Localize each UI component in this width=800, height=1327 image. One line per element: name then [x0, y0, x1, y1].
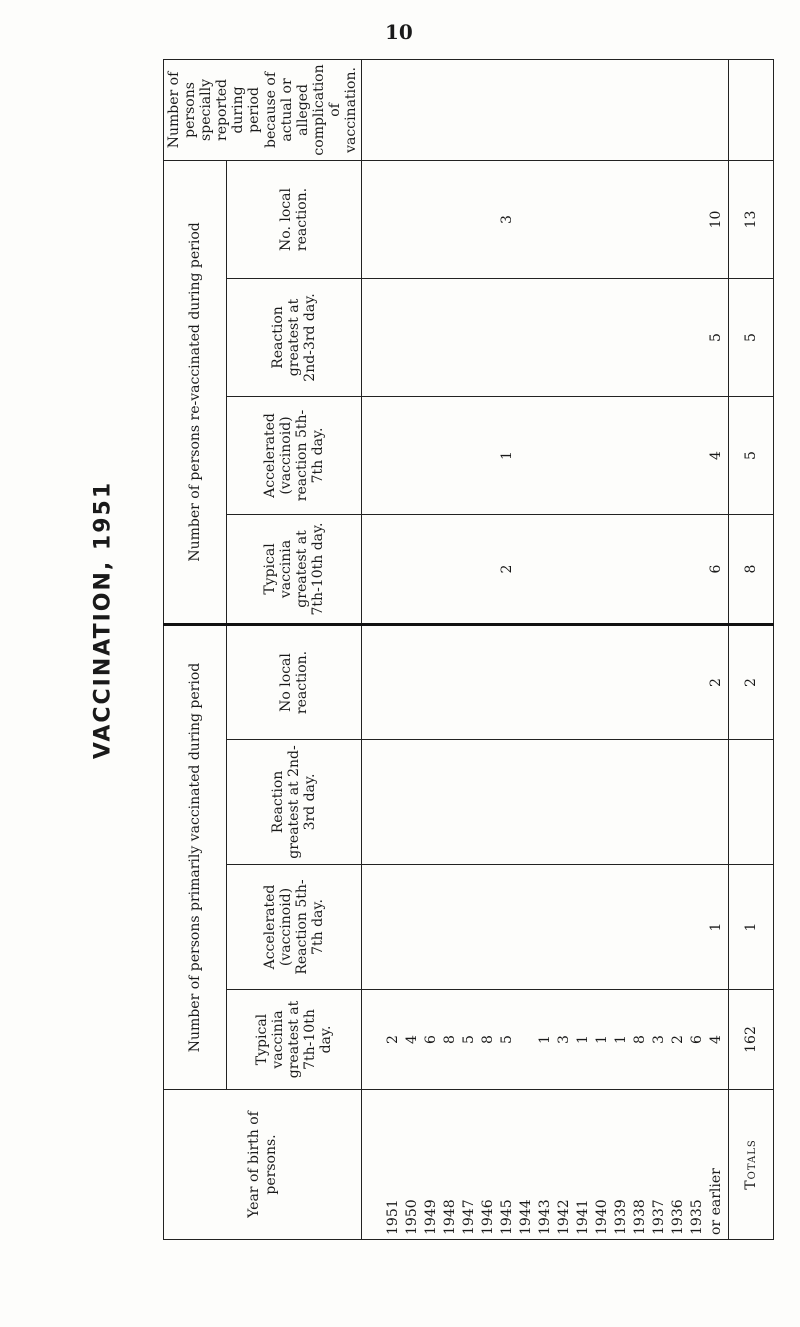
year-list-cell — [362, 1090, 729, 1240]
primary-accelerated-value: 1 — [708, 922, 725, 932]
year-column-header: Year of birth of persons. — [164, 1090, 362, 1240]
total-revacc-typical: 8 — [729, 514, 774, 624]
primary-typical-value: 1 — [537, 1035, 554, 1044]
year-label: 1946 — [480, 1199, 497, 1235]
revacc-typical-value: 6 — [708, 564, 725, 574]
year-label: 1950 — [404, 1199, 421, 1235]
primary-no-local-values — [364, 630, 726, 735]
special-column-header: Number of persons specially reported during period because of actual or alleged complication of vaccination. — [164, 59, 362, 160]
year-label: 1947 — [461, 1199, 478, 1235]
primary-typical-value: 1 — [575, 1035, 592, 1044]
revacc-no-local-header: No. local reaction. — [227, 160, 362, 278]
year-label: 1948 — [442, 1199, 459, 1235]
year-label: 1940 — [594, 1199, 611, 1235]
year-label: 1945 — [499, 1199, 516, 1235]
year-label: 1944 — [518, 1199, 535, 1235]
total-primary-reaction — [729, 740, 774, 865]
primary-group-header: Number of persons primarily vaccinated during period — [164, 624, 227, 1089]
total-primary-typical: 162 — [729, 990, 774, 1090]
primary-typical-values — [364, 994, 726, 1085]
revacc-reaction-cell — [362, 278, 729, 396]
primary-typical-value: 6 — [423, 1035, 440, 1044]
total-primary-no-local: 2 — [729, 624, 774, 739]
primary-typical-value: 2 — [670, 1035, 687, 1044]
primary-accelerated-header: Accelerated (vaccinoid) Reaction 5th-7th day. — [227, 865, 362, 990]
revacc-accelerated-value: 4 — [708, 451, 725, 460]
total-revacc-no-local: 13 — [729, 160, 774, 278]
year-label: 1936 — [670, 1199, 687, 1235]
year-list — [364, 1094, 726, 1235]
total-special — [729, 59, 774, 160]
revacc-accelerated-value: 1 — [499, 451, 516, 460]
year-label: 1949 — [423, 1199, 440, 1235]
primary-typical-value: 5 — [499, 1035, 516, 1044]
primary-no-local-value: 2 — [708, 678, 725, 687]
revacc-typical-header: Typical vaccinia greatest at 7th-10th day. — [227, 514, 362, 624]
revacc-no-local-value: 3 — [499, 215, 516, 224]
year-label: 1937 — [651, 1199, 668, 1235]
year-label: 1951 — [385, 1199, 402, 1235]
primary-no-local-cell — [362, 624, 729, 739]
primary-typical-value: 1 — [613, 1035, 630, 1044]
primary-typical-value: 8 — [632, 1035, 649, 1044]
total-revacc-reaction: 5 — [729, 278, 774, 396]
revacc-typical-value: 2 — [499, 564, 516, 574]
year-label: 1939 — [613, 1199, 630, 1235]
primary-reaction-header: Reaction greatest at 2nd-3rd day. — [227, 740, 362, 865]
vaccination-table-rotated — [163, 60, 760, 1240]
year-label-earlier: or earlier — [708, 1168, 725, 1235]
primary-typical-value: 1 — [594, 1035, 611, 1044]
primary-typical-value: 5 — [461, 1035, 478, 1044]
revacc-accelerated-header: Accelerated (vaccinoid) reaction 5th-7th day. — [227, 396, 362, 514]
revacc-accelerated-values — [364, 401, 726, 510]
revacc-no-local-value: 10 — [708, 210, 725, 229]
revacc-no-local-values — [364, 165, 726, 274]
revacc-accelerated-cell — [362, 396, 729, 514]
primary-typical-value: 8 — [442, 1035, 459, 1044]
primary-typical-value: 3 — [651, 1035, 668, 1044]
primary-accelerated-values — [364, 869, 726, 985]
year-label: 1935 — [689, 1199, 706, 1235]
primary-typical-value: 6 — [689, 1035, 706, 1044]
year-label: 1938 — [632, 1199, 649, 1235]
totals-label: Totals — [729, 1090, 774, 1240]
revacc-reaction-header: Reaction greatest at 2nd-3rd day. — [227, 278, 362, 396]
revacc-reaction-value: 5 — [708, 333, 725, 342]
side-title-text: VACCINATION, 1951 — [90, 480, 116, 760]
revacc-reaction-values — [364, 283, 726, 392]
primary-accelerated-cell — [362, 865, 729, 990]
year-label: 1943 — [537, 1199, 554, 1235]
revacc-typical-values — [364, 519, 726, 619]
special-cell — [362, 59, 729, 160]
year-label: 1941 — [575, 1199, 592, 1235]
total-revacc-accelerated: 5 — [729, 396, 774, 514]
primary-typical-value-earlier: 4 — [708, 1035, 725, 1044]
page-number: 10 — [385, 20, 413, 44]
primary-typical-value: 4 — [404, 1035, 421, 1044]
year-label: 1942 — [556, 1199, 573, 1235]
total-primary-accelerated: 1 — [729, 865, 774, 990]
revacc-typical-cell — [362, 514, 729, 624]
primary-typical-value: 2 — [385, 1035, 402, 1044]
primary-typical-cell — [362, 990, 729, 1090]
vaccination-table — [163, 59, 774, 1240]
revacc-group-header: Number of persons re-vaccinated during period — [164, 160, 227, 624]
primary-reaction-cell — [362, 740, 729, 865]
primary-typical-header: Typical vaccinia greatest at 7th-10th day. — [227, 990, 362, 1090]
primary-typical-value: 3 — [556, 1035, 573, 1044]
primary-typical-value: 8 — [480, 1035, 497, 1044]
primary-no-local-header: No local reaction. — [227, 624, 362, 739]
revacc-no-local-cell — [362, 160, 729, 278]
